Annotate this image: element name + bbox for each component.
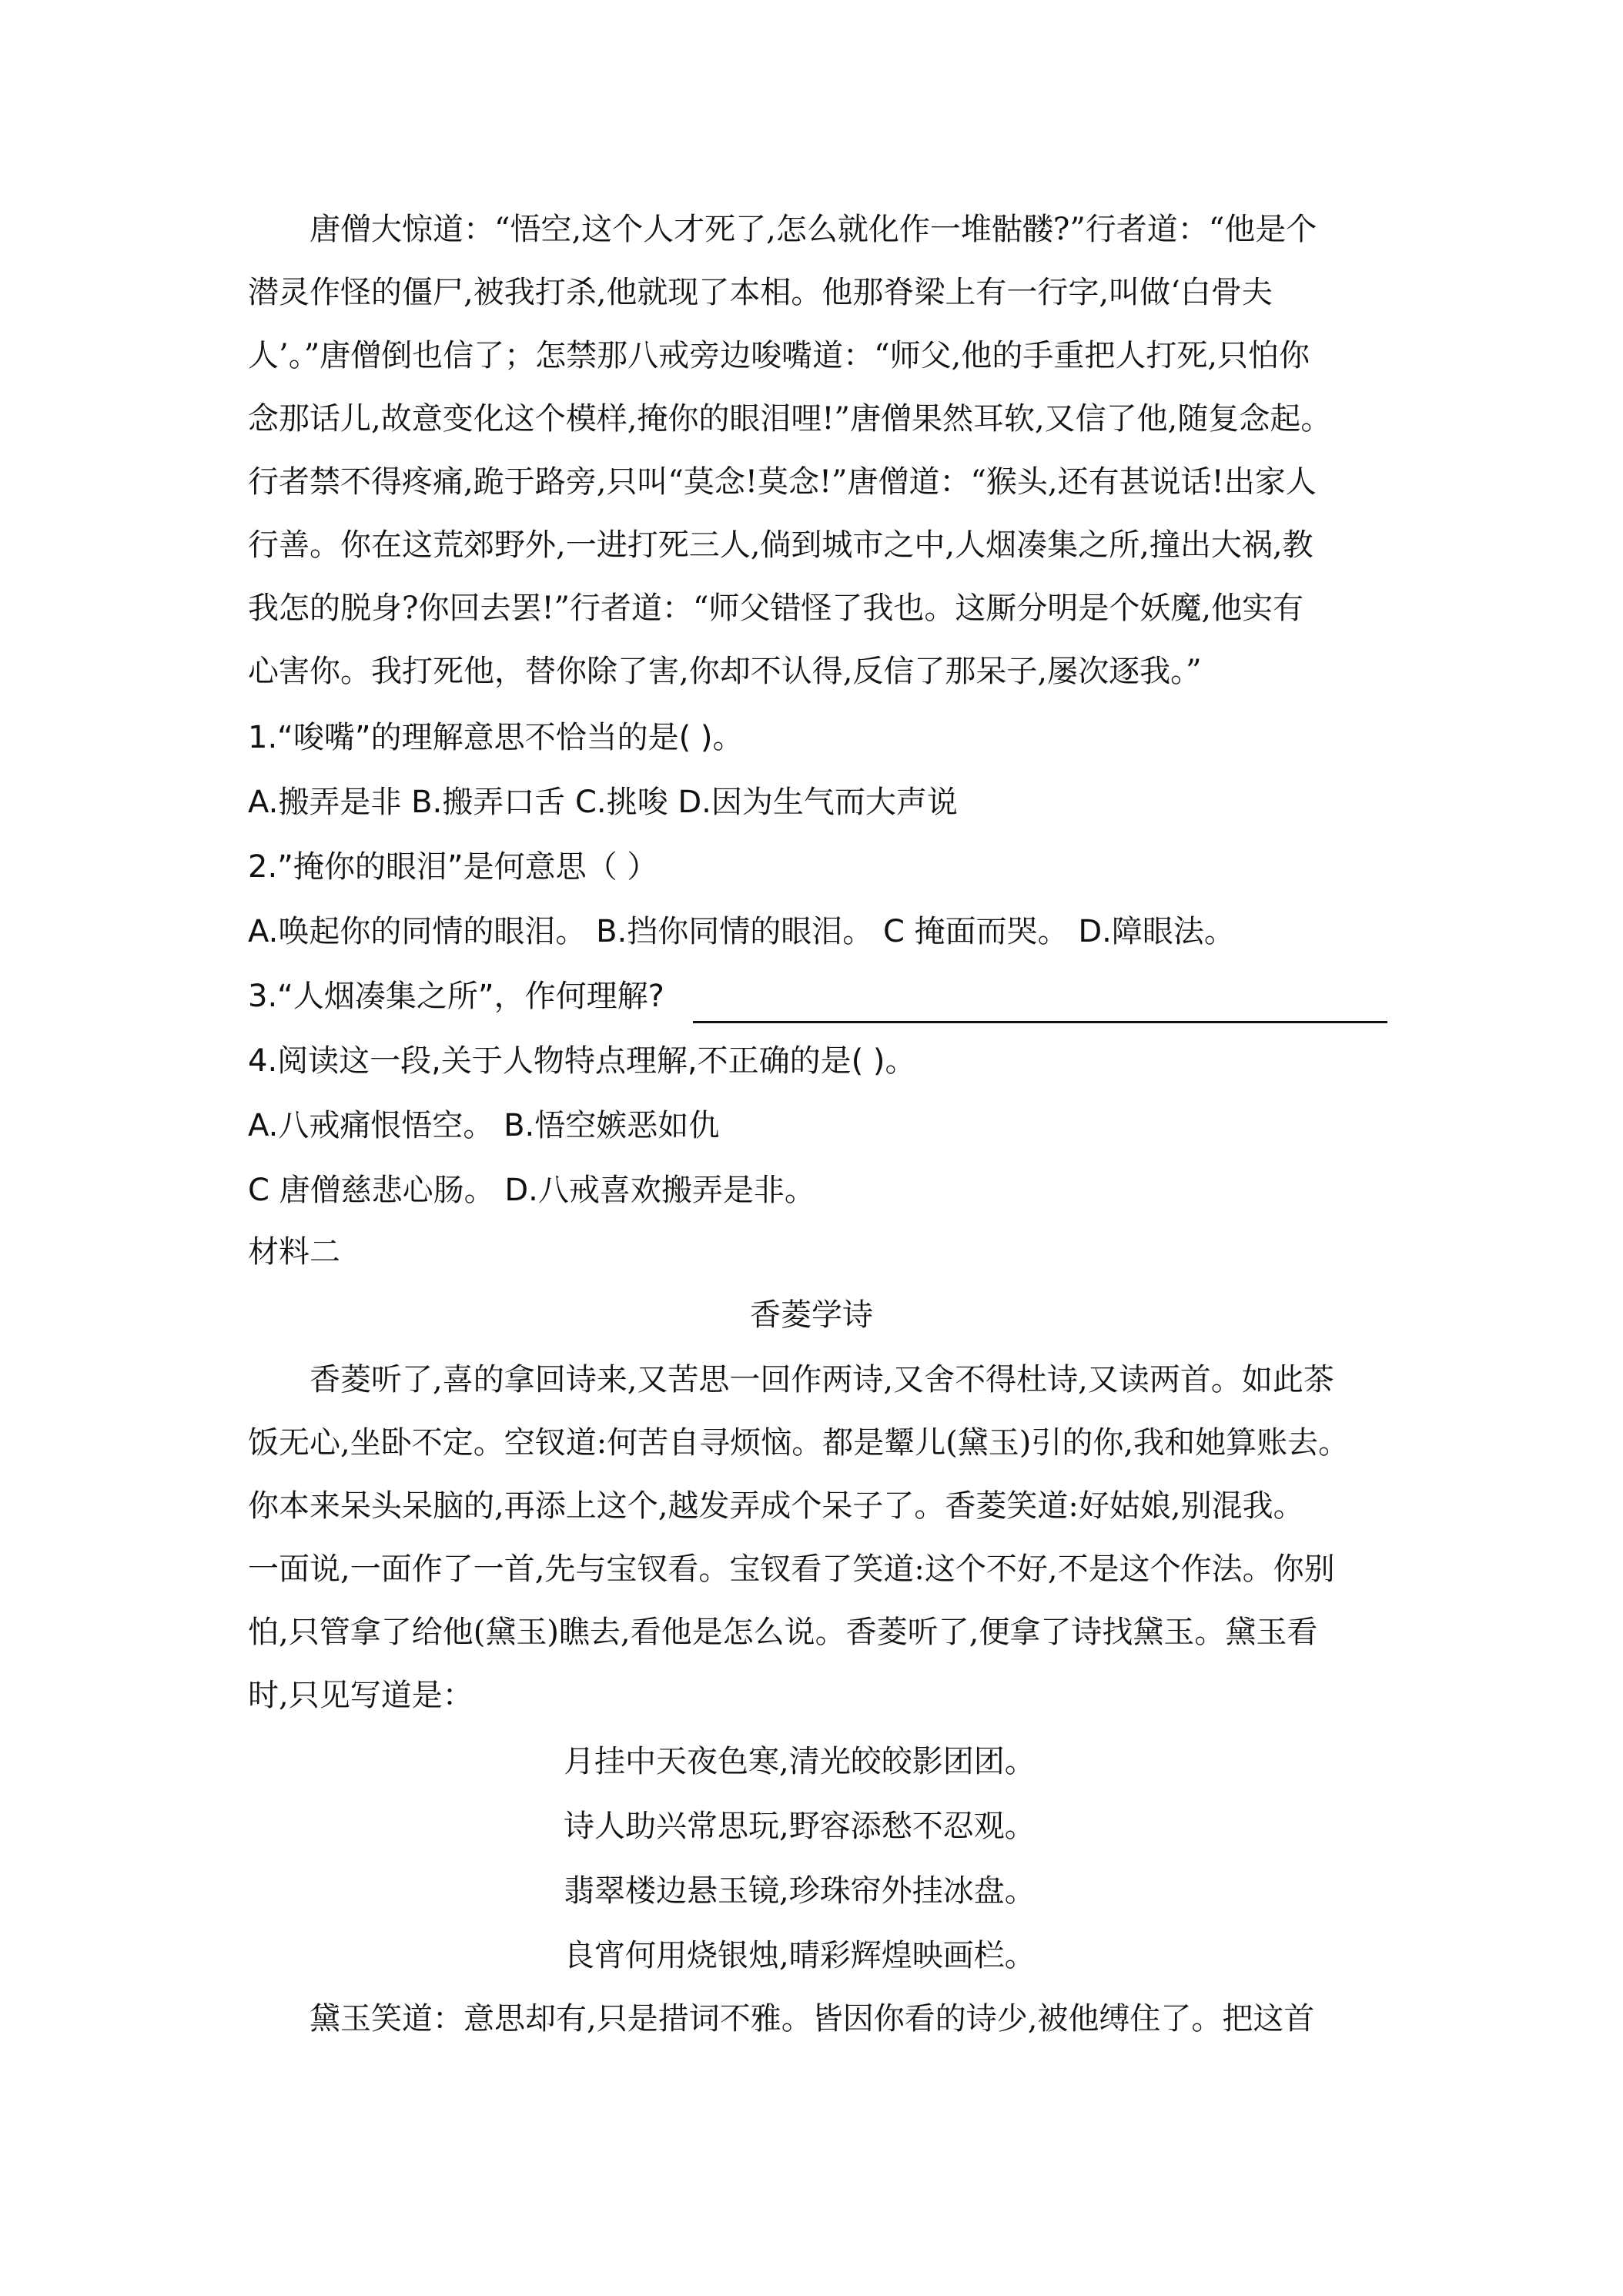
passage-line: 时,只见写道是： xyxy=(248,1678,474,1713)
passage-line: 我怎的脱身?你回去罢!”行者道：“师父错怪了我也。这厮分明是个妖魔,他实有 xyxy=(248,591,1304,626)
question-1: 1.“唆嘴”的理解意思不恰当的是( )。 xyxy=(248,720,744,755)
question-1-options: A.搬弄是非 B.搬弄口舌 C.挑唆 D.因为生气而大声说 xyxy=(248,785,958,820)
passage-title: 香菱学诗 xyxy=(750,1297,873,1333)
section-label: 材料二 xyxy=(248,1234,340,1270)
passage-line: 人’。”唐僧倒也信了；怎禁那八戒旁边唆嘴道：“师父,他的手重把人打死,只怕你 xyxy=(248,338,1310,373)
passage-line: 念那话儿,故意变化这个模样,掩你的眼泪哩!”唐僧果然耳软,又信了他,随复念起。 xyxy=(248,401,1332,437)
question-3: 3.“人烟凑集之所”，作何理解? xyxy=(248,979,664,1014)
poem-line: 诗人助兴常思玩,野容添愁不忍观。 xyxy=(564,1809,1036,1844)
passage-line: 怕,只管拿了给他(黛玉)瞧去,看他是怎么说。香菱听了,便拿了诗找黛玉。黛玉看 xyxy=(248,1615,1318,1650)
passage-line: 心害你。我打死他，替你除了害,你却不认得,反信了那呆子,屡次逐我。” xyxy=(248,654,1202,689)
passage-line: 潜灵作怪的僵尸,被我打杀,他就现了本相。他那脊梁上有一行字,叫做‘白骨夫 xyxy=(248,275,1273,310)
question-2-options: A.唤起你的同情的眼泪。 B.挡你同情的眼泪。 C 掩面而哭。 D.障眼法。 xyxy=(248,914,1235,949)
question-2: 2.”掩你的眼泪”是何意思（ ） xyxy=(248,849,658,885)
poem-line: 月挂中天夜色寒,清光皎皎影团团。 xyxy=(564,1744,1036,1779)
question-4-options-ab: A.八戒痛恨悟空。 B.悟空嫉恶如仇 xyxy=(248,1108,720,1143)
passage-line: 一面说,一面作了一首,先与宝钗看。宝钗看了笑道:这个不好,不是这个作法。你别 xyxy=(248,1551,1335,1587)
passage-line: 行善。你在这荒郊野外,一进打死三人,倘到城市之中,人烟凑集之所,撞出大祸,教 xyxy=(248,527,1313,563)
passage-line: 你本来呆头呆脑的,再添上这个,越发弄成个呆子了。香菱笑道:好姑娘,别混我。 xyxy=(248,1488,1304,1524)
question-4: 4.阅读这一段,关于人物特点理解,不正确的是( )。 xyxy=(248,1043,916,1079)
question-4-options-cd: C 唐僧慈悲心肠。 D.八戒喜欢搬弄是非。 xyxy=(248,1173,815,1208)
passage-line: 行者禁不得疼痛,跪于路旁,只叫“莫念!莫念!”唐僧道：“猴头,还有甚说话!出家人 xyxy=(248,464,1317,500)
passage-line: 饭无心,坐卧不定。空钗道:何苦自寻烦恼。都是颦儿(黛玉)引的你,我和她算账去。 xyxy=(248,1425,1350,1461)
passage-line: 黛玉笑道：意思却有,只是措词不雅。皆因你看的诗少,被他缚住了。把这首 xyxy=(310,2001,1315,2037)
passage-line: 香菱听了,喜的拿回诗来,又苦思一回作两诗,又舍不得杜诗,又读两首。如此茶 xyxy=(310,1362,1334,1397)
passage-line: 唐僧大惊道：“悟空,这个人才死了,怎么就化作一堆骷髅?”行者道：“他是个 xyxy=(310,212,1317,247)
poem-line: 良宵何用烧银烛,晴彩辉煌映画栏。 xyxy=(564,1938,1036,1973)
answer-blank-line xyxy=(693,1021,1387,1023)
poem-line: 翡翠楼边悬玉镜,珍珠帘外挂冰盘。 xyxy=(564,1873,1036,1909)
